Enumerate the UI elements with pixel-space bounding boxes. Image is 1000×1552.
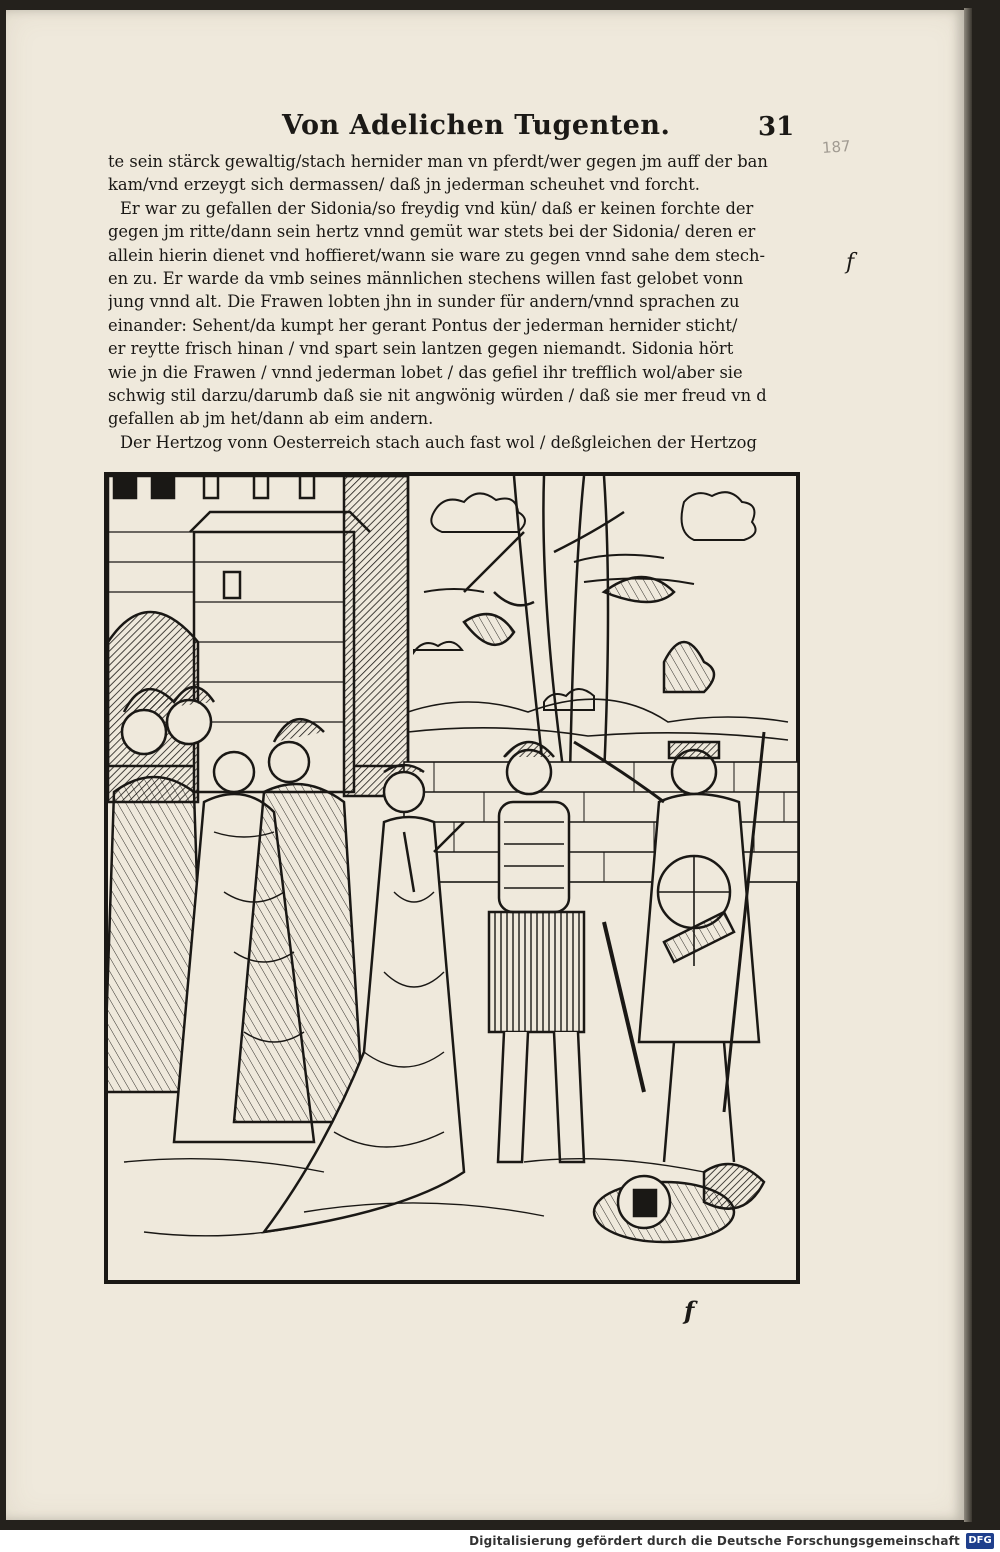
margin-mark: f xyxy=(846,250,855,275)
text-line: gefallen ab jm het/dann ab eim andern. xyxy=(108,409,434,429)
text-line: schwig stil darzu/darumb daß sie nit angwönig würden / daß sie mer freud vn d xyxy=(108,385,767,405)
text-line: er reytte frisch hinan / vnd spart sein lantzen gegen niemandt. Sidonia hört xyxy=(108,339,734,359)
woodcut-illustration xyxy=(104,472,800,1284)
text-line: allein hierin dienet vnd hoffieret/wann sie ware zu gegen vnnd sahe dem stech- xyxy=(108,245,765,265)
text-line: te sein stärck gewaltig/stach hernider man vn pferdt/wer gegen jm auff der ban xyxy=(108,152,768,171)
page-edge xyxy=(964,8,972,1522)
dfg-logo[interactable]: DFG xyxy=(966,1533,994,1549)
text-line: en zu. Er warde da vmb seines männlichen stechens willen fast gelobet vonn xyxy=(108,268,744,288)
signature-mark: f xyxy=(684,1296,695,1325)
text-line: Der Hertzog vonn Oesterreich stach auch fast wol / deßgleichen der Hertzog xyxy=(120,432,757,452)
text-line: einander: Sehent/da kumpt her gerant Pontus der jederman hernider sticht/ xyxy=(108,315,738,335)
text-line: jung vnnd alt. Die Frawen lobten jhn in sunder für andern/vnnd sprachen zu xyxy=(108,292,740,312)
text-line: gegen jm ritte/dann sein hertz vnnd gemüt war stets bei der Sidonia/ deren er xyxy=(108,222,756,242)
text-line: kam/vnd erzeygt sich dermassen/ daß jn jederman scheuhet vnd forcht. xyxy=(108,175,700,195)
text-line: wie jn die Frawen / vnnd jederman lobet / das gefiel ihr trefflich wol/aber sie xyxy=(108,362,743,382)
footer-credit: Digitalisierung gefördert durch die Deutsche Forschungsgemeinschaft xyxy=(469,1534,960,1548)
footer-bar xyxy=(0,1530,1000,1552)
text-line: Er war zu gefallen der Sidonia/so freydig vnd kün/ daß er keinen forchte der xyxy=(120,198,754,218)
pencil-annotation: 187 xyxy=(821,137,852,157)
running-head: Von Adelichen Tugenten. xyxy=(282,110,671,141)
body-text xyxy=(108,150,788,454)
page-number: 31 xyxy=(758,112,795,142)
